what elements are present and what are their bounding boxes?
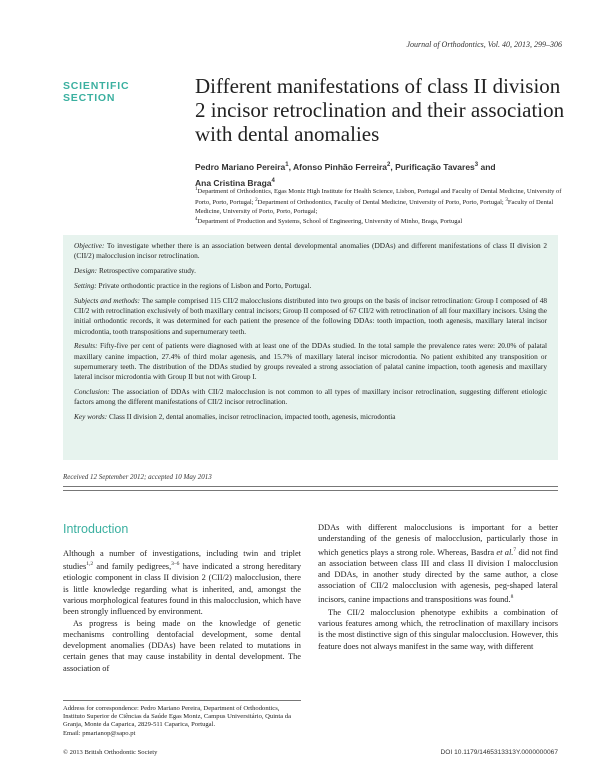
- author-name[interactable]: Pedro Mariano Pereira: [195, 161, 286, 172]
- paragraph: The CII/2 malocclusion phenotype exhibits a combination of various features among which, the retroclination of maxillary incisors is the most distinctive sign of this singular malocclusion. However, this feature does not always manifest in the same way, with different: [318, 607, 558, 651]
- abstract-keywords: [74, 412, 547, 422]
- affil-text: Faculty of Dental Medicine, University of Porto, Porto, Portugal;: [195, 198, 554, 215]
- affil-text: Department of Production and Systems, School of Engineering, University of Minho, Braga, Portugal: [197, 218, 463, 226]
- setting-label: Setting:: [74, 280, 97, 290]
- setting-text: Private orthodontic practice in the regions of Lisbon and Porto, Portugal.: [98, 280, 312, 290]
- abstract-subjects: [74, 296, 547, 337]
- divider: [63, 486, 558, 487]
- keywords-label: Key words:: [74, 412, 108, 422]
- results-label: Results:: [74, 341, 98, 351]
- keywords-text: Class II division 2, dental anomalies, incisor retroclinacion, impacted tooth, agenesis, microdontia: [109, 412, 396, 422]
- text-run: and family pedigrees,: [93, 562, 172, 572]
- citation[interactable]: 7: [513, 546, 517, 553]
- introduction-heading: Introduction: [63, 522, 129, 536]
- copyright: © 2013 British Orthodontic Society: [63, 749, 158, 756]
- author-sup: 1: [285, 162, 289, 168]
- citation[interactable]: 3–6: [171, 561, 180, 568]
- citation[interactable]: 1,2: [86, 561, 94, 568]
- affil-text: Department of Orthodontics, Faculty of Dental Medicine, University of Porto, Porto, Portugal;: [257, 198, 504, 206]
- text-run: DDAs with different malocclusions is important for a better understanding of the genesis of malocclusion, particularly those in which genetics plays a strong role. Whereas, Basdra: [318, 523, 558, 557]
- author-name[interactable]: Ana Cristina Braga: [195, 177, 272, 188]
- author-list: Pedro Mariano Pereira$^1$, Afonso Pinhão Ferreira$^2$, Purificação Tavares$^3$ and Ana Cristina Braga$^4$: [195, 161, 496, 188]
- text-run: did not find an association between class III and class II division I malocclusion and DDAs, in another study directed by the same author, a close association of CII/2 malocclusion with agenesis, peg-shaped lateral incisors, canine impactions and transpositions was found.: [318, 547, 558, 604]
- et-al: et al.: [496, 547, 514, 557]
- design-label: Design:: [74, 266, 98, 276]
- design-text: Retrospective comparative study.: [98, 266, 196, 276]
- body-column-left: [63, 548, 301, 674]
- conclusion-text: The association of DDAs with CII/2 malocclusion is not common to all types of maxillary incisor retroclination, suggesting different etiologic factors among the different manifestations of CII/2 incisor retroclination.: [74, 387, 547, 407]
- paragraph: [63, 548, 301, 618]
- author-sup: 3: [474, 162, 479, 168]
- paragraph: As progress is being made on the knowledge of genetic mechanisms controlling dentofacial development, some dental development anomalies (DDAs) have been related to mutations in certain genes that may cause instability in dental development. The association of: [63, 618, 301, 673]
- affil-sup: 1: [195, 187, 198, 192]
- abstract-objective: [74, 241, 547, 262]
- journal-header: Journal of Orthodontics, Vol. 40, 2013, 299–306: [406, 40, 562, 49]
- affil-sup: 4: [195, 217, 198, 223]
- conclusion-label: Conclusion:: [74, 387, 110, 397]
- author-sup: 4: [271, 177, 275, 184]
- received-dates: Received 12 September 2012; accepted 10 May 2013: [63, 473, 212, 481]
- results-text: Fifty-five per cent of patients were diagnosed with at least one of the DDAs studied. In the total sample the prevalence rates were: 20.0% of palatal maxillary canine impaction, 27.4% of third molar agenesis, and 15.7% of maxillary lateral incisor microdontia. No patient exhibited any transposition or supernumerary teeth. The distribution of the DDAs studied by groups revealed a strong association of palatal canine impaction, tooth agenesis and maxillary lateral incisor microdontia with Group II but not with Group I.: [74, 341, 547, 382]
- affil-sup: 3: [505, 197, 508, 203]
- author-and: and: [480, 161, 496, 172]
- author-name[interactable]: Afonso Pinhão Ferreira: [293, 161, 387, 172]
- affil-sup: 2: [255, 197, 258, 203]
- objective-label: Objective:: [74, 241, 105, 250]
- article-title: Different manifestations of class II division 2 incisor retroclination and their association with dental anomalies: [195, 74, 565, 146]
- author-name[interactable]: Purificação Tavares: [395, 161, 475, 172]
- affil-text: Department of Orthodontics, Egas Moniz High Institute for Health Science, Lisbon, Portugal and Faculty of Dental Medicine, University of Porto, Porto, Portugal;: [195, 188, 562, 206]
- subjects-label: Subjects and methods:: [74, 295, 140, 305]
- abstract-design: [74, 266, 547, 276]
- footnote-divider: [63, 700, 301, 701]
- text-run: Although a number of investigations, including twin and triplet studies: [63, 549, 301, 572]
- section-label: SCIENTIFIC SECTION: [63, 80, 130, 104]
- correspondence-email[interactable]: Email: pmarianop@sapo.pt: [63, 729, 136, 737]
- citation[interactable]: 8: [510, 593, 514, 600]
- text-run: have indicated a strong hereditary etiologic component in class II division 2 (CII/2) malocclusion, there is little knowledge regarding what is inherited, and, amongst the various morphological features found in this malocclusion, which have been strongly influenced by environment.: [63, 562, 302, 617]
- subjects-text: The sample comprised 115 CII/2 malocclusions distributed into two groups on the basis of incisor retroclination: Group I composed of 48 CII/2 with retroclination exclusively of both maxillary central incisors; Group II composed of 67 CII/2 with retroclination of all four maxillary incisors. Using the initial orthodontic records, it was determined for each patient the presence of the following DDAs: tooth impaction, tooth agenesis, maxillary lateral incisor microdontia, tooth transpositions and supernumerary teeth.: [74, 295, 547, 336]
- author-sup: 2: [387, 162, 391, 168]
- doi[interactable]: DOI 10.1179/1465313313Y.0000000067: [440, 749, 558, 756]
- body-column-right: [318, 522, 558, 652]
- affiliations: [195, 186, 565, 227]
- correspondence-address: Address for correspondence: Pedro Mariano Pereira, Department of Orthodontics, Instituto Superior de Ciências da Saúde Egas Moniz, Campus Universitário, Quinta da Granja, Monte da Caparica, 2829-511 Caparica, Portugal.: [63, 705, 291, 729]
- abstract-box: [63, 235, 558, 460]
- abstract-setting: [74, 281, 547, 291]
- paragraph: [318, 522, 558, 605]
- correspondence: [63, 705, 301, 738]
- abstract-results: [74, 341, 547, 382]
- objective-text: To investigate whether there is an association between dental developmental anomalies (DDAs) and different manifestations of class II division 2 (CII/2) malocclusion incisor retroclination.: [74, 241, 547, 261]
- divider: [63, 490, 558, 491]
- abstract-conclusion: [74, 387, 547, 408]
